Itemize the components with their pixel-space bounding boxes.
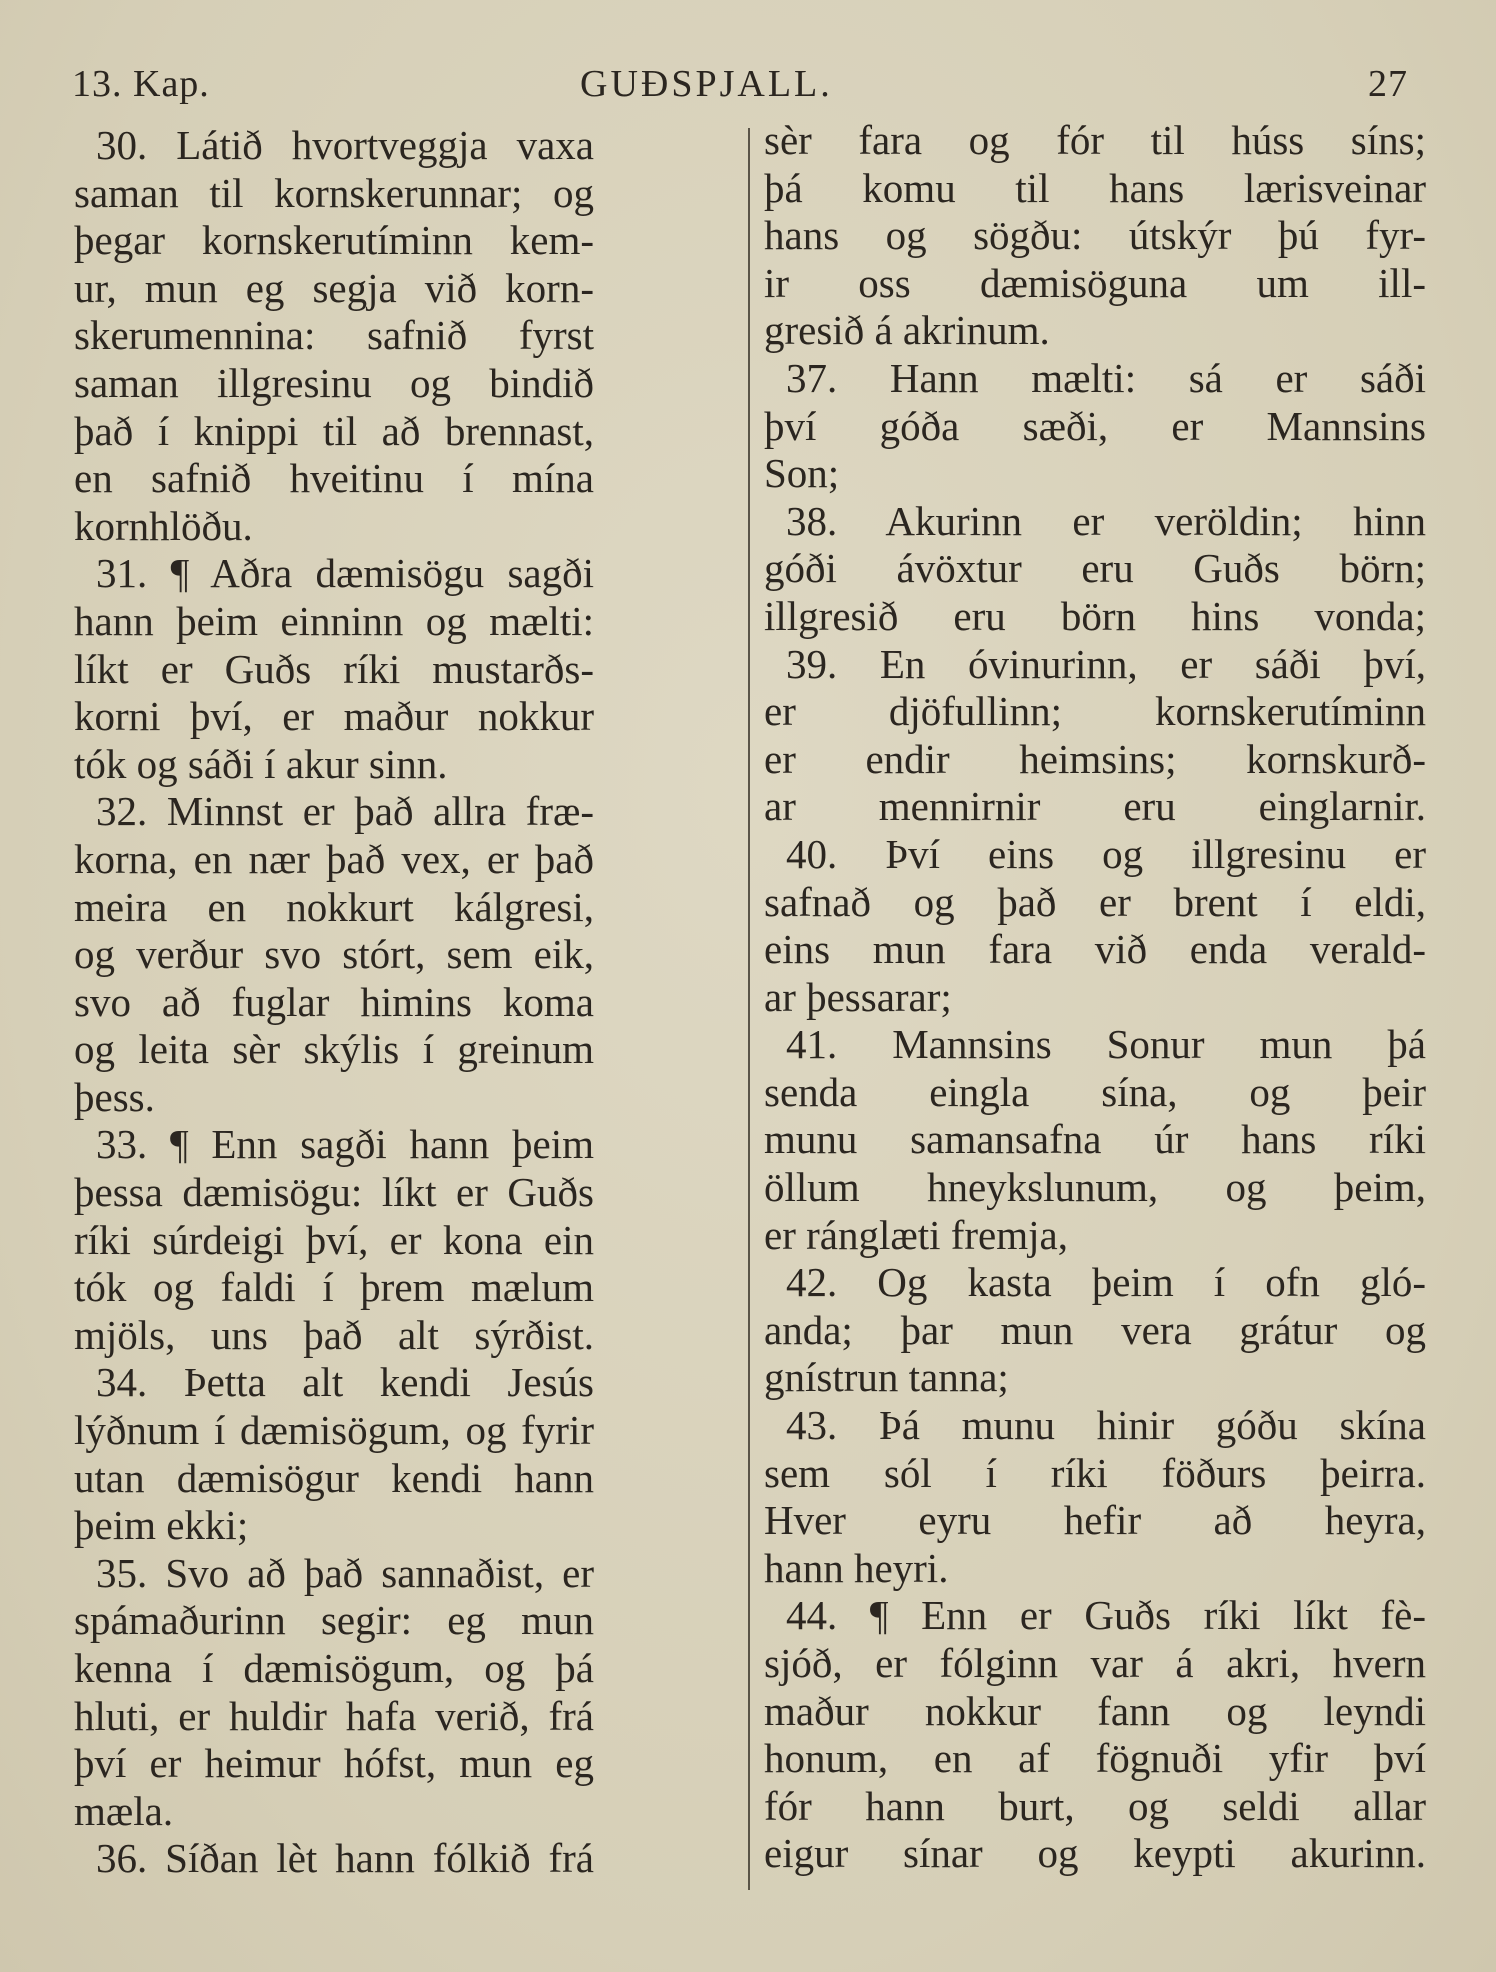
text-line: þessa dæmisögu: líkt er Guðs	[74, 1169, 594, 1216]
text-line: 33. ¶ Enn sagði hann þeim	[96, 1121, 594, 1168]
text-line: þá komu til hans lærisveinar	[764, 164, 1426, 211]
text-line: 36. Síðan lèt hann fólkið frá	[96, 1835, 594, 1882]
text-line: 34. Þetta alt kendi Jesús	[96, 1359, 594, 1406]
text-line: öllum hneykslunum, og þeim,	[764, 1164, 1426, 1211]
text-line: saman illgresinu og bindið	[74, 359, 594, 406]
text-line: tók og sáði í akur sinn.	[74, 740, 448, 787]
text-line: kenna í dæmisögum, og þá	[74, 1645, 594, 1691]
text-line: eigur sínar og keypti akurinn.	[764, 1830, 1426, 1877]
text-line: ar þessarar;	[764, 973, 952, 1020]
text-line: 32. Minnst er það allra fræ-	[96, 788, 594, 835]
text-line: hans og sögðu: útskýr þú fyr-	[764, 212, 1426, 259]
left-text-column	[74, 122, 594, 1883]
text-line: er ránglæti fremja,	[764, 1211, 1068, 1258]
text-line: góði ávöxtur eru Guðs börn;	[764, 545, 1426, 592]
text-line: líkt er Guðs ríki mustarðs-	[74, 645, 594, 692]
text-line: sem sól í ríki föðurs þeirra.	[764, 1449, 1426, 1496]
text-line: fór hann burt, og seldi allar	[764, 1782, 1426, 1829]
column-divider	[748, 128, 750, 1890]
text-line: 41. Mannsins Sonur mun þá	[786, 1021, 1426, 1068]
text-line: en safnið hveitinu í mína	[74, 455, 594, 502]
text-line: maður nokkur fann og leyndi	[764, 1687, 1426, 1734]
text-line: saman til kornskerunnar; og	[74, 169, 594, 216]
text-line: 31. ¶ Aðra dæmisögu sagði	[96, 550, 594, 597]
text-line: svo að fuglar himins koma	[74, 978, 594, 1025]
text-line: 30. Látið hvortveggja vaxa	[96, 122, 594, 168]
text-line: ríki súrdeigi því, er kona ein	[74, 1216, 594, 1263]
text-line: honum, en af fögnuði yfir því	[764, 1735, 1426, 1782]
running-head-chapter: 13. Kap.	[72, 63, 210, 105]
text-line: og leita sèr skýlis í greinum	[74, 1026, 594, 1073]
text-line: ur, mun eg segja við korn-	[74, 264, 594, 311]
text-line: það í knippi til að brennast,	[74, 407, 594, 454]
text-line: ir oss dæmisöguna um ill-	[764, 259, 1426, 306]
text-line: þeim ekki;	[74, 1502, 249, 1549]
text-line: og verður svo stórt, sem eik,	[74, 931, 594, 978]
text-line: ar mennirnir eru einglarnir.	[764, 783, 1426, 830]
text-line: Son;	[764, 450, 840, 497]
text-line: 39. En óvinurinn, er sáði því,	[786, 640, 1426, 687]
text-line: eins mun fara við enda verald-	[764, 926, 1426, 973]
text-line: 40. Því eins og illgresinu er	[786, 830, 1426, 877]
text-line: hluti, er huldir hafa verið, frá	[74, 1692, 594, 1739]
text-line: utan dæmisögur kendi hann	[74, 1454, 594, 1501]
text-line: mæla.	[74, 1787, 174, 1834]
text-line: þess.	[74, 1073, 155, 1120]
text-line: korni því, er maður nokkur	[74, 693, 594, 740]
text-line: meira en nokkurt kálgresi,	[74, 883, 594, 930]
text-line: kornhlöðu.	[74, 502, 253, 549]
text-line: anda; þar mun vera grátur og	[764, 1306, 1426, 1353]
text-line: mjöls, uns það alt sýrðist.	[74, 1311, 594, 1358]
text-line: 35. Svo að það sannaðist, er	[96, 1549, 594, 1596]
text-line: korna, en nær það vex, er það	[74, 835, 594, 882]
text-line: því er heimur hófst, mun eg	[74, 1740, 594, 1787]
text-line: er endir heimsins; kornskurð-	[764, 735, 1426, 782]
running-head-title: GUÐSPJALL.	[580, 63, 833, 105]
text-line: tók og faldi í þrem mælum	[74, 1264, 594, 1311]
text-line: spámaðurinn segir: eg mun	[74, 1597, 594, 1644]
text-line: 43. Þá munu hinir góðu skína	[786, 1402, 1426, 1449]
text-line: munu samansafna úr hans ríki	[764, 1116, 1426, 1163]
text-line: 38. Akurinn er veröldin; hinn	[786, 497, 1426, 544]
text-line: því góða sæði, er Mannsins	[764, 402, 1426, 449]
text-line: sjóð, er fólginn var á akri, hvern	[764, 1640, 1426, 1686]
text-line: hann þeim einninn og mælti:	[74, 597, 594, 644]
text-line: 42. Og kasta þeim í ofn gló-	[786, 1259, 1426, 1306]
page-number: 27	[1368, 63, 1408, 105]
text-line: þegar kornskerutíminn kem-	[74, 217, 594, 264]
text-line: lýðnum í dæmisögum, og fyrir	[74, 1407, 594, 1454]
text-line: safnað og það er brent í eldi,	[764, 878, 1426, 925]
text-line: illgresið eru börn hins vonda;	[764, 592, 1426, 639]
text-line: sèr fara og fór til húss síns;	[764, 117, 1426, 163]
text-line: senda eingla sína, og þeir	[764, 1068, 1426, 1115]
text-line: gresið á akrinum.	[764, 307, 1050, 354]
text-line: Hver eyru hefir að heyra,	[764, 1497, 1426, 1544]
text-line: gnístrun tanna;	[764, 1354, 1009, 1401]
text-line: er djöfullinn; kornskerutíminn	[764, 688, 1426, 735]
text-line: skerumennina: safnið fyrst	[74, 312, 594, 359]
right-text-column	[764, 117, 1426, 1878]
text-line: hann heyri.	[764, 1544, 949, 1591]
text-line: 44. ¶ Enn er Guðs ríki líkt fè-	[786, 1592, 1426, 1639]
text-line: 37. Hann mælti: sá er sáði	[786, 354, 1426, 401]
